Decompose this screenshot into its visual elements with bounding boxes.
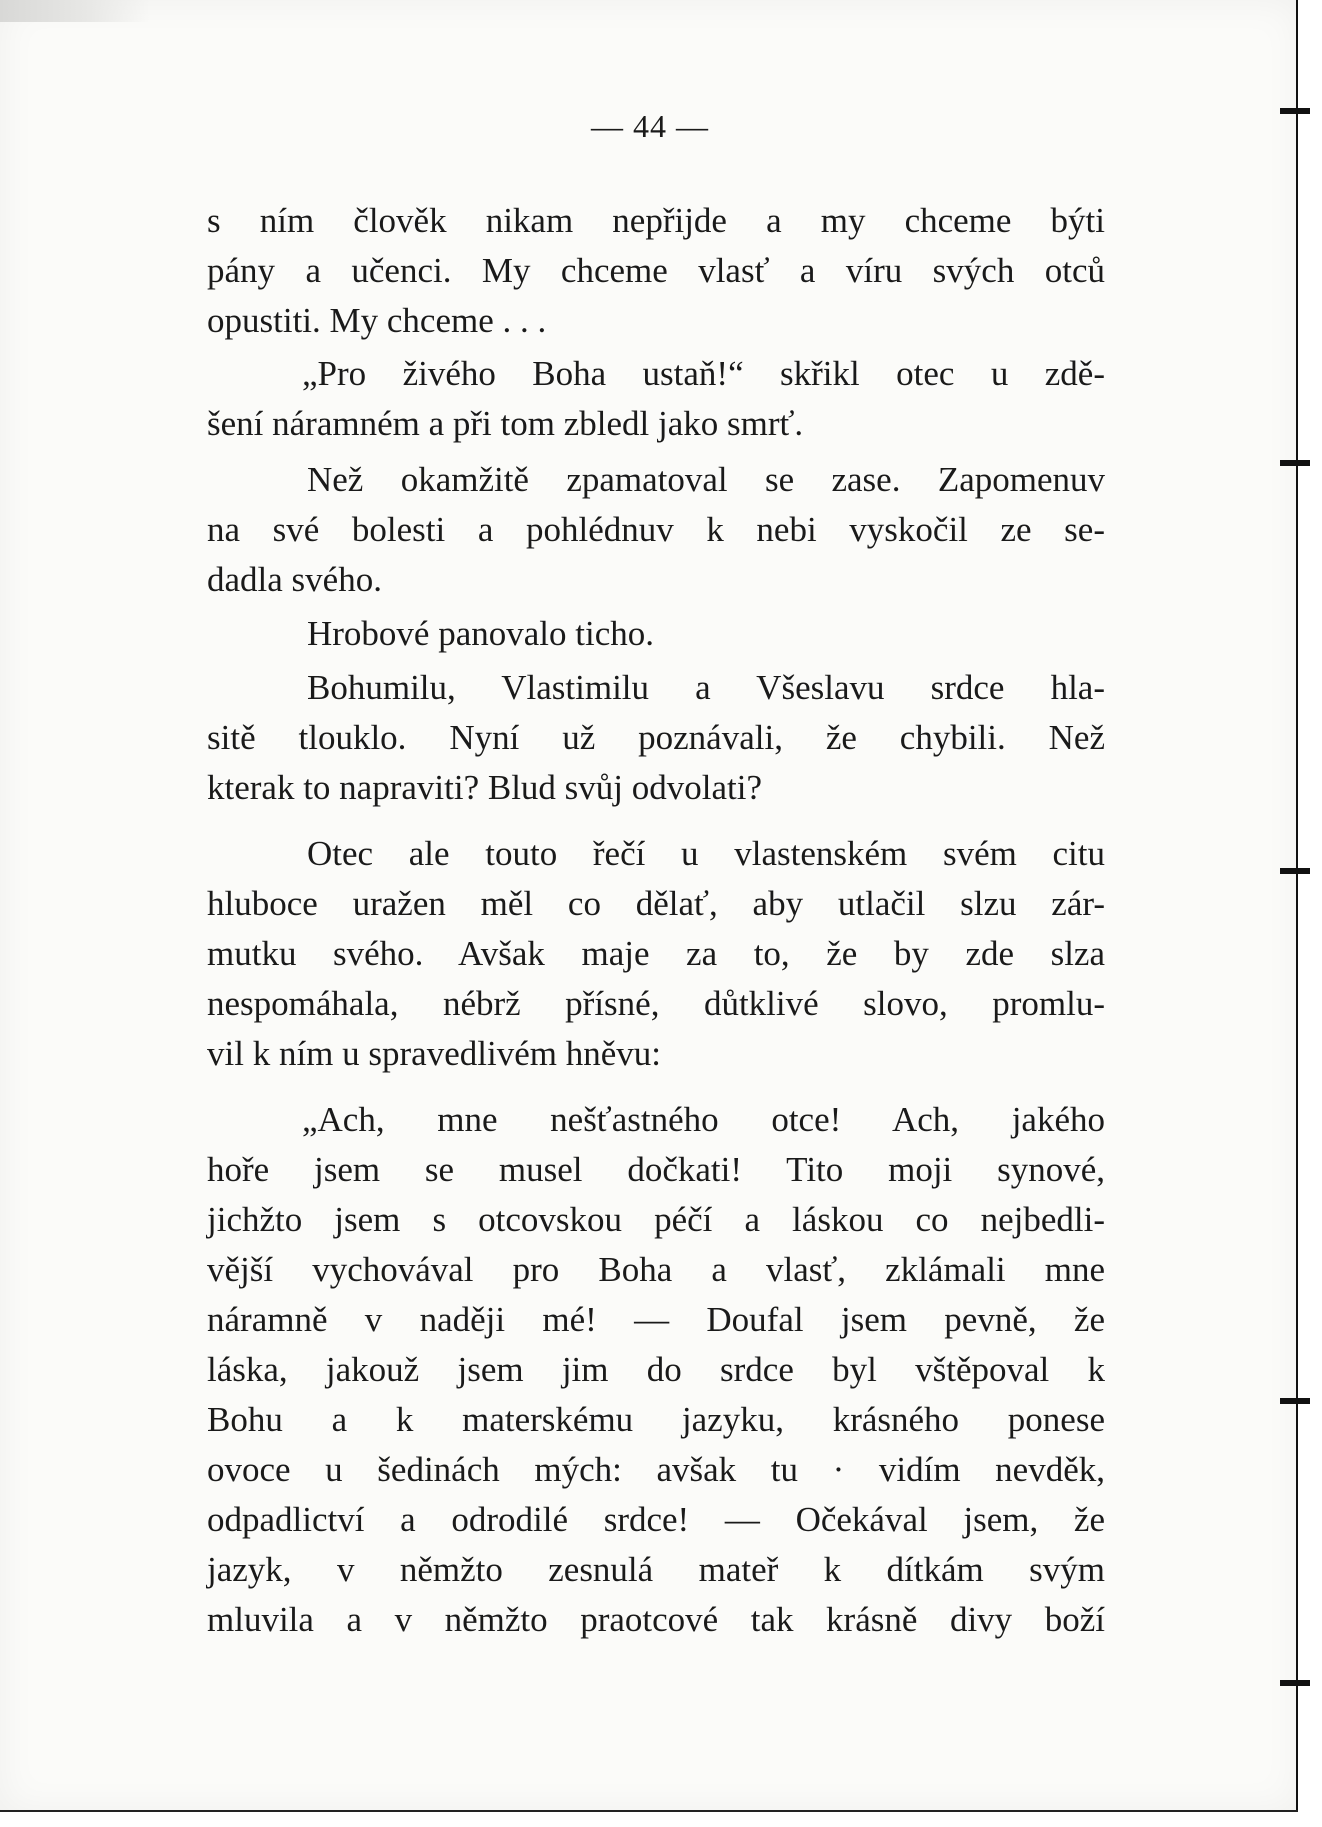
text-line: Než okamžitě zpamatoval se zase. Zapomenuv [307,460,1105,499]
binding-mark-4 [1280,1398,1310,1404]
text-line: jazyk, v němžto zesnulá mateř k dítkám svým [207,1550,1105,1589]
text-line: pány a učenci. My chceme vlasť a víru svých otců [207,251,1105,290]
page-corner-wear [0,0,150,22]
text-line: na své bolesti a pohlédnuv k nebi vyskočil ze se- [207,510,1105,549]
text-line: nespomáhala, nébrž přísné, důtklivé slovo, promlu- [207,984,1105,1023]
text-line: „Pro živého Boha ustaň!“ skřikl otec u zdě- [302,354,1105,393]
binding-mark-3 [1280,868,1310,874]
text-line: jichžto jsem s otcovskou péčí a láskou co nejbedli- [207,1200,1105,1239]
page-number: — 44 — [591,108,709,144]
page-bottom-edge-line [0,1810,1298,1812]
text-line: kterak to napraviti? Blud svůj odvolati? [207,768,763,807]
text-line: opustiti. My chceme . . . [207,301,547,340]
text-line: dadla svého. [207,560,382,599]
text-line: šení náramném a při tom zbledl jako smrť. [207,404,804,443]
text-line: Hrobové panovalo ticho. [307,614,654,653]
text-line: Otec ale touto řečí u vlastenském svém citu [307,834,1105,873]
text-line: náramně v naději mé! — Doufal jsem pevně, že [207,1300,1105,1339]
page-margin-right [1296,0,1322,1827]
text-line: odpadlictví a odrodilé srdce! — Očekával jsem, že [207,1500,1105,1539]
text-line: Bohu a k materskému jazyku, krásného ponese [207,1400,1105,1439]
page-edge-line [1296,0,1298,1812]
page-margin-bottom [0,1812,1322,1827]
binding-mark-2 [1280,460,1310,466]
text-line: hluboce uražen měl co dělať, aby utlačil slzu zár- [207,884,1105,923]
text-line: mutku svého. Avšak maje za to, že by zde slza [207,934,1105,973]
text-line: vil k ním u spravedlivém hněvu: [207,1034,661,1073]
text-line: vější vychovával pro Boha a vlasť, zklámali mne [207,1250,1105,1289]
text-line: ovoce u šedinách mých: avšak tu · vidím nevděk, [207,1450,1105,1489]
text-line: mluvila a v němžto praotcové tak krásně divy boží [207,1600,1105,1639]
text-line: Bohumilu, Vlastimilu a Všeslavu srdce hla- [307,668,1105,707]
text-line: láska, jakouž jsem jim do srdce byl vštěpoval k [207,1350,1105,1389]
binding-mark-5 [1280,1680,1310,1686]
text-line: s ním člověk nikam nepřijde a my chceme býti [207,201,1105,240]
text-line: sitě tlouklo. Nyní už poznávali, že chybili. Než [207,718,1105,757]
text-line: hoře jsem se musel dočkati! Tito moji synové, [207,1150,1105,1189]
text-line: „Ach, mne nešťastného otce! Ach, jakého [302,1100,1105,1139]
